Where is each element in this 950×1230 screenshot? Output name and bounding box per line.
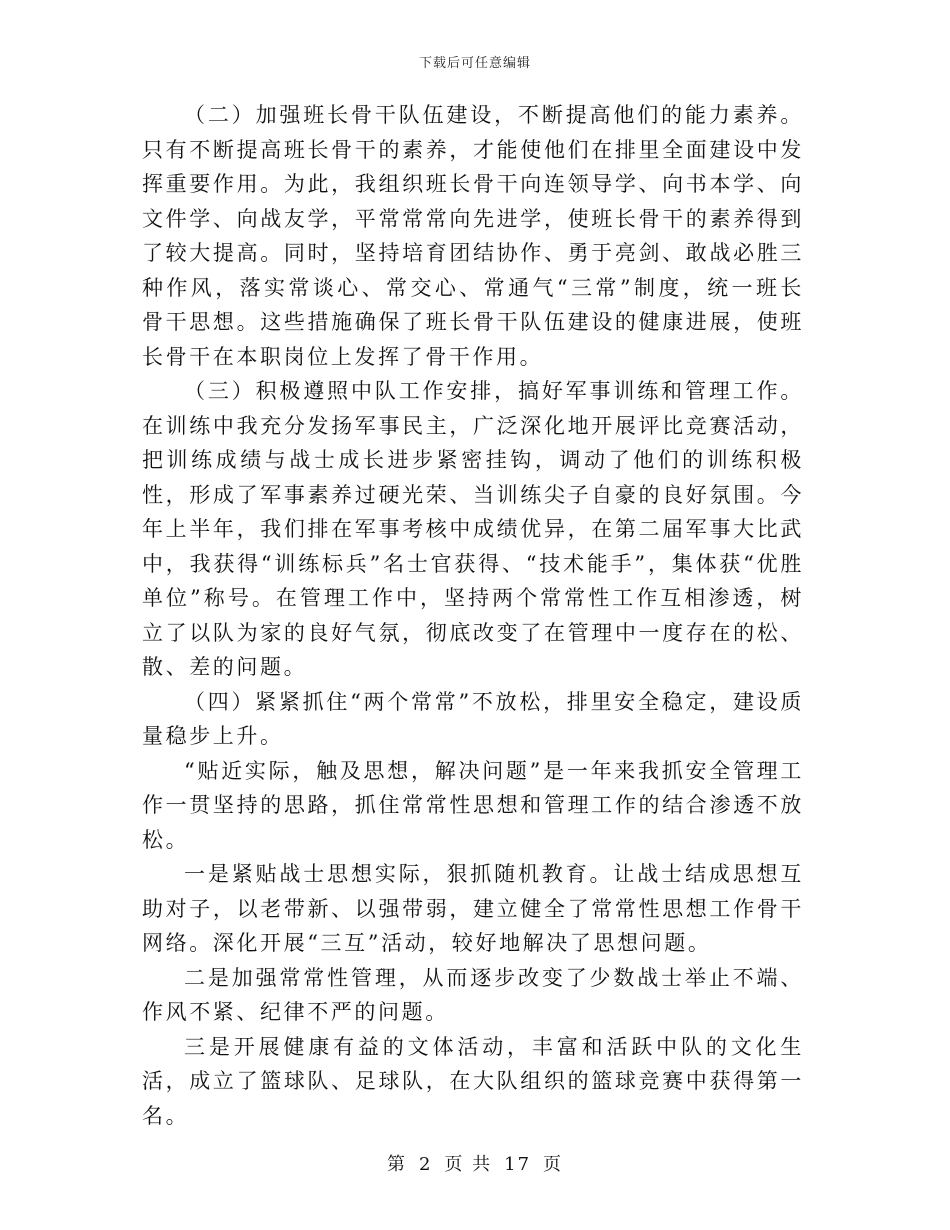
page-number: 2 bbox=[418, 1154, 433, 1175]
page-middle: 页 共 bbox=[444, 1154, 493, 1175]
paragraph-team-leaders: （二）加强班长骨干队伍建设，不断提高他们的能力素养。只有不断提高班长骨干的素养，才能使他们在排里全面建设中发挥重要作用。为此，我组织班长骨干向连领导学、向书本学、向文件学、向战友学，平常常常向先进学，使班长骨干的素养得到了较大提高。同时，坚持培育团结协作、勇于亮剑、敢战必胜三种作风，落实常谈心、常交心、常通气“三常”制度，统一班长骨干思想。这些措施确保了班长骨干队伍建设的健康进展，使班长骨干在本职岗位上发挥了骨干作用。 bbox=[142, 103, 804, 369]
page-footer bbox=[0, 1150, 950, 1176]
paragraph-point-one: 一是紧贴战士思想实际，狠抓随机教育。让战士结成思想互助对子，以老带新、以强带弱，建立健全了常常性思想工作骨干网络。深化开展“三互”活动，较好地解决了思想问题。 bbox=[142, 862, 804, 955]
paragraph-military-training: （三）积极遵照中队工作安排，搞好军事训练和管理工作。在训练中我充分发扬军事民主，广泛深化地开展评比竞赛活动，把训练成绩与战士成长进步紧密挂钩，调动了他们的训练积极性，形成了军事素养过硬光荣、当训练尖子自豪的良好氛围。今年上半年，我们排在军事考核中成绩优异，在第二届军事大比武中，我获得“训练标兵”名士官获得、“技术能手”，集体获“优胜单位”称号。在管理工作中，坚持两个常常性工作互相渗透，树立了以队为家的良好气氛，彻底改变了在管理中一度存在的松、散、差的问题。 bbox=[142, 379, 804, 679]
paragraph-point-two: 二是加强常常性管理，从而逐步改变了少数战士举止不端、作风不紧、纪律不严的问题。 bbox=[142, 965, 804, 1024]
page-suffix: 页 bbox=[543, 1154, 564, 1175]
paragraph-approach: “贴近实际，触及思想，解决问题”是一年来我抓安全管理工作一贯坚持的思路，抓住常常性思想和管理工作的结合渗透不放松。 bbox=[142, 758, 804, 852]
paragraph-point-three: 三是开展健康有益的文体活动，丰富和活跃中队的文化生活，成立了篮球队、足球队，在大队组织的篮球竞赛中获得第一名。 bbox=[142, 1034, 804, 1128]
page-total: 17 bbox=[504, 1154, 532, 1175]
document-body bbox=[142, 98, 804, 1133]
page-header-note: 下载后可任意编辑 bbox=[418, 56, 531, 71]
page-prefix: 第 bbox=[386, 1154, 407, 1175]
paragraph-two-routines: （四）紧紧抓住“两个常常”不放松，排里安全稳定，建设质量稳步上升。 bbox=[142, 689, 804, 748]
